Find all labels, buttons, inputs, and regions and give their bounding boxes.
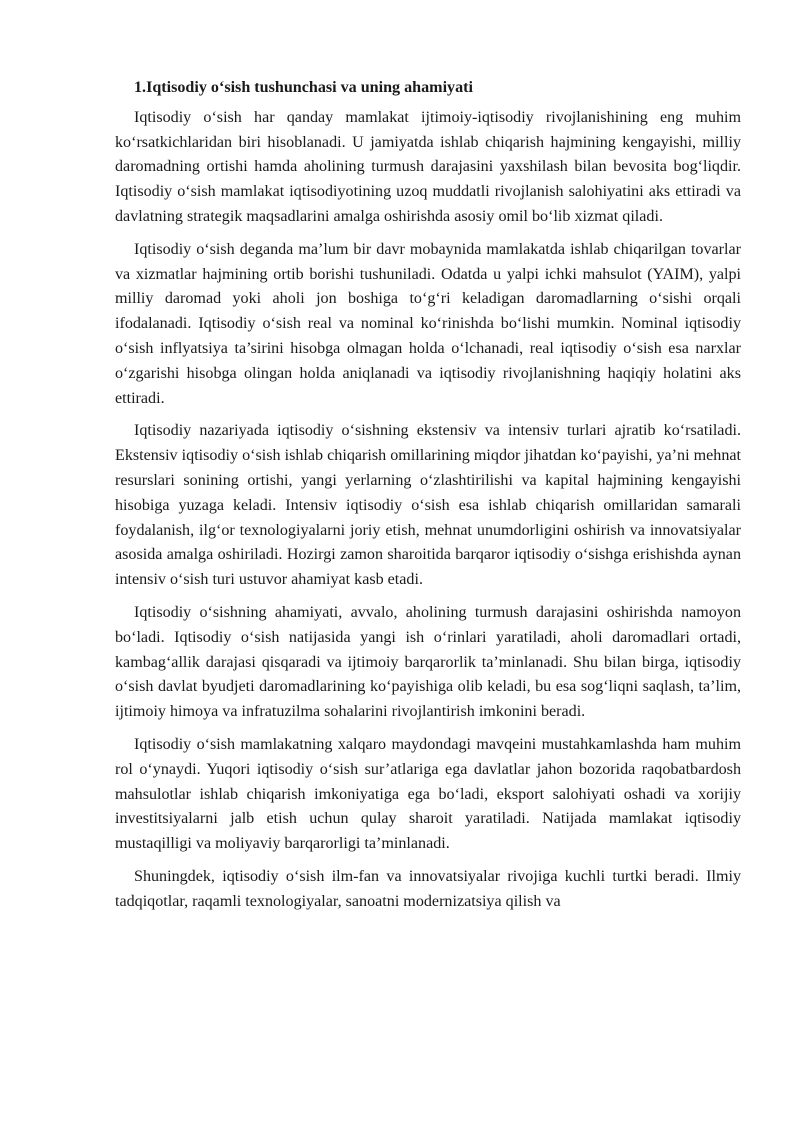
paragraph-3: Iqtisodiy nazariyada iqtisodiy o‘sishning ekstensiv va intensiv turlari ajratib ko‘rsatiladi. Ekstensiv iqtisodiy o‘sish ishlab chiqarish omillarining miqdor jihatdan ko‘payishi, ya’ni mehnat resurslari sonining ortishi, yangi yerlarning o‘zlashtirilishi va kapital hajmining kengayishi hisobiga yuzaga keladi. Intensiv iqtisodiy o‘sish esa ishlab chiqarish omillaridan samarali foydalanish, ilg‘or texnologiyalarni joriy etish, mehnat unumdorligini oshirish va innovatsiyalar asosida amalga oshiriladi. Hozirgi zamon sharoitida barqaror iqtisodiy o‘sishga erishishda aynan intensiv o‘sish turi ustuvor ahamiyat kasb etadi.	[115, 422, 741, 589]
paragraph-5: Iqtisodiy o‘sish mamlakatning xalqaro maydondagi mavqeini mustahkamlashda ham muhim rol o‘ynaydi. Yuqori iqtisodiy o‘sish sur’atlariga ega davlatlar jahon bozorida raqobatbardosh mahsulotlar ishlab chiqarish imkoniyatiga ega bo‘ladi, eksport salohiyati oshadi va xorijiy investitsiyalarni jalb etish uchun qulay sharoit yaratiladi. Natijada mamlakat iqtisodiy mustaqilligi va moliyaviy barqarorligi ta’minlanadi.	[115, 735, 741, 853]
paragraph-2: Iqtisodiy o‘sish deganda ma’lum bir davr mobaynida mamlakatda ishlab chiqarilgan tovarlar va xizmatlar hajmining ortib borishi tushuniladi. Odatda u yalpi ichki mahsulot (YAIM), yalpi milliy daromad yoki aholi jon boshiga to‘g‘ri keladigan daromadlarning o‘sishi orqali ifodalanadi. Iqtisodiy o‘sish real va nominal ko‘rinishda bo‘lishi mumkin. Nominal iqtisodiy o‘sish inflyatsiya ta’sirini hisobga olmagan holda o‘lchanadi, real iqtisodiy o‘sish esa narxlar o‘zgarishi hisobga olingan holda aniqlanadi va iqtisodiy rivojlanishning haqiqiy holatini aks ettiradi.	[115, 240, 741, 407]
paragraph-4: Iqtisodiy o‘sishning ahamiyati, avvalo, aholining turmush darajasini oshirishda namoyon bo‘ladi. Iqtisodiy o‘sish natijasida yangi ish o‘rinlari yaratiladi, aholi daromadlari ortadi, kambag‘allik darajasi qisqaradi va ijtimoiy barqarorlik ta’minlanadi. Shu bilan birga, iqtisodiy o‘sish davlat byudjeti daromadlarining ko‘payishiga olib keladi, bu esa sog‘liqni saqlash, ta’lim, ijtimoiy himoya va infratuzilma sohalarini rivojlantirish imkonini beradi.	[115, 603, 741, 721]
paragraph-1: Iqtisodiy o‘sish har qanday mamlakat ijtimoiy-iqtisodiy rivojlanishining eng muhim ko‘rsatkichlaridan biri hisoblanadi. U jamiyatda ishlab chiqarish hajmining kengayishi, milliy daromadning ortishi hamda aholining turmush darajasini yaxshilash bilan bevosita bog‘liqdir. Iqtisodiy o‘sish mamlakat iqtisodiyotining uzoq muddatli rivojlanish salohiyatini aks ettiradi va davlatning strategik maqsadlarini amalga oshirishda asosiy omil bo‘lib xizmat qiladi.	[115, 108, 741, 225]
section-heading: 1.Iqtisodiy o‘sish tushunchasi va uning ahamiyati	[134, 79, 473, 96]
document-page	[115, 76, 741, 923]
paragraph-6: Shuningdek, iqtisodiy o‘sish ilm-fan va innovatsiyalar rivojiga kuchli turtki beradi. Ilmiy tadqiqotlar, raqamli texnologiyalar, sanoatni modernizatsiya qilish va	[115, 867, 741, 910]
